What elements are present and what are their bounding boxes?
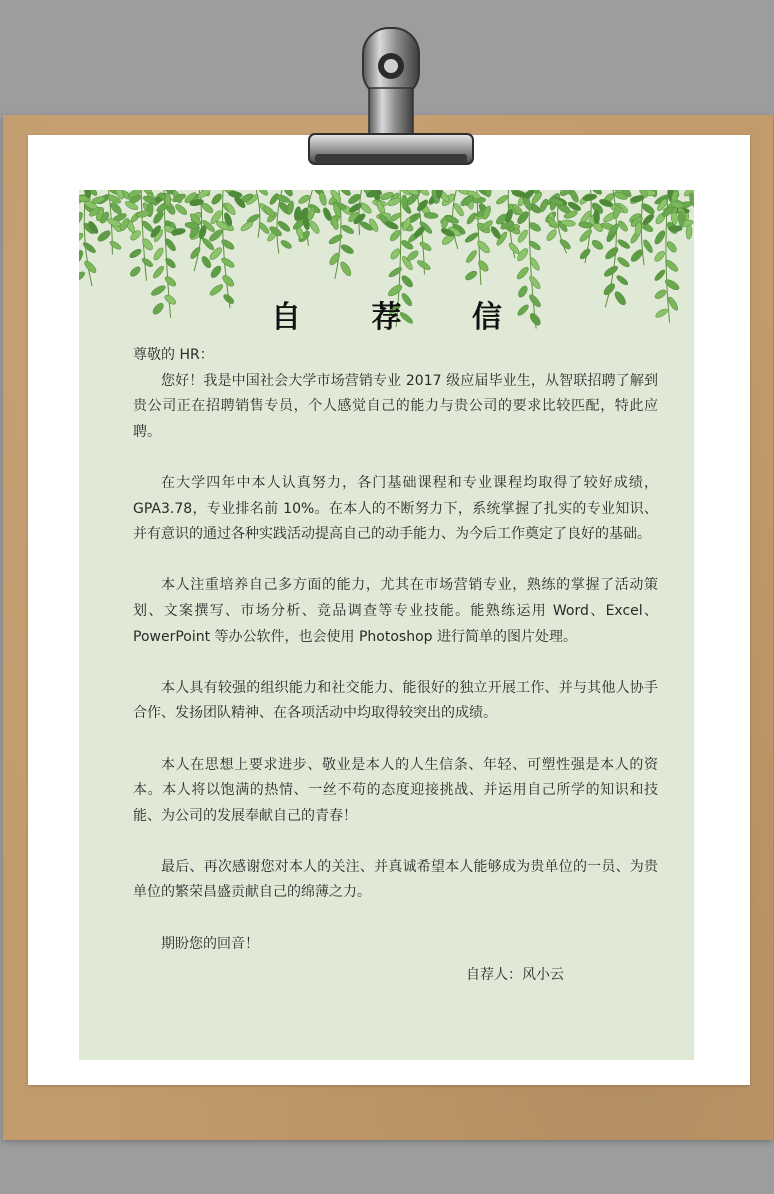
salutation: 尊敬的 HR： — [133, 347, 214, 363]
paragraph-thanks: 最后、再次感谢您对本人的关注、并真诚希望本人能够成为贵单位的一员、为贵单位的繁荣昌盛贡献自己的绵薄之力。 — [133, 858, 658, 901]
letter-title: 自 荐 信 — [271, 300, 532, 335]
paragraph-attitude: 本人在思想上要求进步、敬业是本人的人生信条、年轻、可塑性强是本人的资本。本人将以饱满的热情、一丝不苟的态度迎接挑战、并运用自己所学的知识和技能、为公司的发展奉献自己的青春！ — [133, 756, 658, 824]
paragraph-academics: 在大学四年中本人认真努力，各门基础课程和专业课程均取得了较好成绩，GPA3.78，专业排名前 10%。在本人的不断努力下，系统掌握了扎实的专业知识、并有意识的通过各种实践活动提高自己的动手能力、为今后工作奠定了良好的基础。 — [133, 474, 658, 543]
binder-clip-icon — [305, 26, 475, 176]
letter-body — [133, 343, 658, 983]
paragraph-intro: 您好！我是中国社会大学市场营销专业 2017 级应届毕业生，从智联招聘了解到贵公司正在招聘销售专员，个人感觉自己的能力与贵公司的要求比较匹配，特此应聘。 — [133, 372, 658, 440]
closing-line: 期盼您的回音！ — [161, 935, 259, 952]
signature: 自荐人：风小云 — [466, 967, 564, 983]
paragraph-skills: 本人注重培养自己多方面的能力，尤其在市场营销专业，熟练的掌握了活动策划、文案撰写、市场分析、竞品调查等专业技能。能熟练运用 Word、Excel、PowerPoint 等办公软件，也会使用 Photoshop 进行简单的图片处理。 — [133, 577, 658, 645]
paragraph-teamwork: 本人具有较强的组织能力和社交能力、能很好的独立开展工作、并与其他人协手合作、发扬团队精神、在各项活动中均取得较突出的成绩。 — [133, 679, 658, 722]
